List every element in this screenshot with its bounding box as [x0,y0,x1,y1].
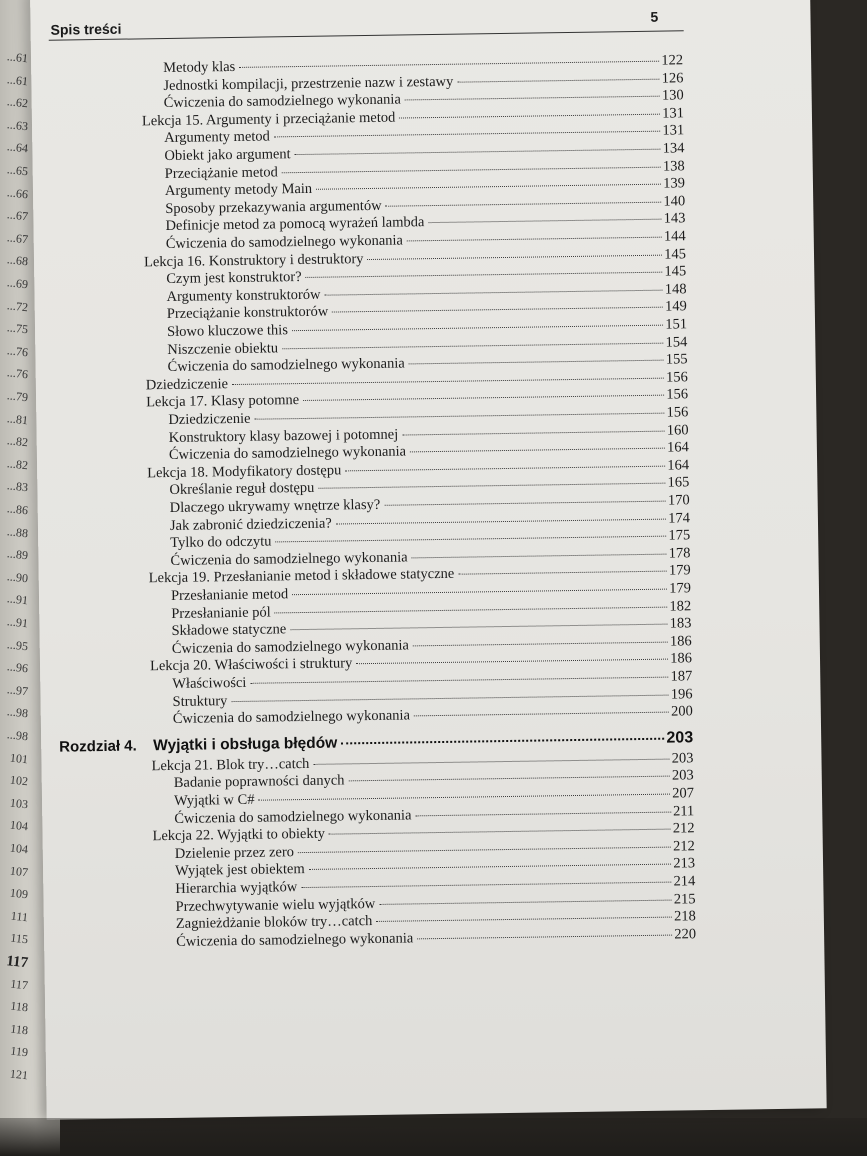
toc-entry-title: Określanie reguł dostępu [169,480,315,499]
toc-entry-page: 164 [667,457,690,474]
dot-leader [336,518,666,524]
dot-leader [239,61,659,68]
toc-entry-title: Jednostki kompilacji, przestrzenie nazw i zestawy [163,73,454,94]
underlying-page-number: ...89 [6,546,29,563]
dot-leader [309,864,672,870]
toc-entry-page: 156 [665,369,688,386]
toc-entry-page: 214 [673,873,696,890]
dot-leader [405,96,660,101]
toc-entry-title: Lekcja 16. Konstruktory i destruktory [143,250,364,270]
toc-entry-page: 155 [665,351,688,368]
dot-leader [274,131,661,138]
toc-entry-title: Sposoby przekazywania argumentów [165,197,382,217]
dot-leader [428,219,661,223]
dot-leader [303,395,664,401]
dot-leader [282,166,661,173]
underlying-page-number: ...64 [6,139,29,156]
dot-leader [376,917,672,922]
dot-leader [231,694,668,701]
dot-leader [345,465,665,471]
dot-leader [295,149,661,155]
toc-entry-title: Lekcja 17. Klasy potomne [146,392,300,411]
underlying-page-number: 117 [9,976,29,992]
toc-entry-page: 151 [665,316,688,333]
toc-entry-title: Konstruktory klasy bazowej i potomnej [168,426,399,446]
toc-entry-title: Lekcja 21. Blok try…catch [151,755,310,775]
underlying-page-number: 102 [9,772,29,789]
dot-leader [318,483,665,489]
toc-entry-page: 138 [662,157,685,175]
dot-leader [413,641,668,646]
toc-entry-page: 207 [672,785,695,802]
toc-entry-page: 122 [661,52,684,69]
toc-entry-title: Dziedziczenie [168,410,251,428]
underlying-page-number: ...98 [6,704,29,721]
underlying-page-number: ...81 [6,410,29,427]
underlying-page-number: 117 [5,953,29,972]
toc-entry-page: 203 [666,729,694,747]
toc-entry-title: Słowo kluczowe this [166,322,289,341]
toc-entry-title: Lekcja 19. Przesłanianie metod i składowe statyczne [148,566,455,587]
toc-entry-page: 156 [666,386,689,403]
dot-leader [386,201,662,206]
toc-entry-page: 144 [663,228,686,245]
underlying-page-number: ...86 [6,501,29,518]
toc-entry-page: 187 [670,668,693,685]
dot-leader [414,712,669,717]
toc-entry-page: 174 [668,509,691,527]
dot-leader [275,606,668,613]
underlying-page-number: ...62 [6,94,29,111]
underlying-page-number: 107 [9,863,29,879]
underlying-page-number: 115 [9,930,29,947]
toc-entry-title: Dziedziczenie [145,375,229,394]
toc-entry-title: Dzielenie przez zero [174,843,295,862]
dot-leader [325,289,663,295]
underlying-page-number: ...72 [6,297,29,314]
toc-entry-title: Zagnieżdżanie bloków try…catch [175,913,373,933]
dot-leader [313,758,669,764]
toc-entry-title: Struktury [172,692,228,710]
toc-entry-title: Niszczenie obiektu [167,339,279,358]
dot-leader [402,430,665,435]
dot-leader [417,934,672,939]
dot-leader [292,589,667,596]
toc-entry-page: 175 [668,527,691,544]
dot-leader [316,184,661,190]
underlying-page-number: 101 [9,750,29,766]
dot-leader [412,553,667,558]
dot-leader [254,413,664,420]
underlying-page-number: 103 [9,795,29,812]
toc-entry-title: Ćwiczenia do samodzielnego wykonania [172,707,411,728]
toc-entry-page: 126 [661,69,684,87]
toc-entry-title: Metody klas [163,58,236,77]
toc-entry-page: 203 [671,767,694,784]
toc-entry-page: 186 [670,650,693,667]
dot-leader [399,113,660,118]
dot-leader [282,342,664,349]
toc-entry-page: 164 [666,439,689,456]
toc-entry-title: Lekcja 20. Właściwości i struktury [149,655,353,675]
chapter-label: Rozdział 4. [59,737,137,756]
toc-entry-page: 183 [669,615,692,632]
dot-leader [332,307,663,313]
underlying-page-number: ...76 [6,343,29,360]
underlying-page-number: ...88 [6,523,29,540]
toc-entry-page: 148 [664,281,687,298]
toc-entry-title: Definicje metod za pomocą wyrażeń lambda [165,214,425,235]
toc-entry-page: 149 [664,298,687,316]
toc-entry-title: Hierarchia wyjątków [175,879,298,897]
dot-leader [290,624,667,631]
toc-entry-title: Wyjątki i obsługa błędów [153,734,338,755]
toc-entry-title: Ćwiczenia do samodzielnego wykonania [170,549,408,569]
toc-entry-title: Przesłanianie pól [171,604,271,622]
toc-entry-title: Lekcja 15. Argumenty i przeciążanie metod [141,109,396,130]
toc-entry-title: Badanie poprawności danych [173,772,345,792]
book-page [30,0,827,1120]
underlying-page-number: ...65 [6,162,29,179]
toc-entry-page: 131 [662,122,685,140]
dot-leader [275,536,666,543]
toc-entry-title: Wyjątki w C# [173,791,255,809]
toc-entry-title: Składowe statyczne [171,621,287,640]
dot-leader [409,360,664,365]
toc-entry-page: 131 [662,105,685,122]
toc-entry-title: Ćwiczenia do samodzielnego wykonania [176,930,414,950]
toc-entry-title: Przechwytywanie wielu wyjątków [175,895,376,915]
underlying-page-number: ...75 [6,320,29,337]
toc-entry-page: 145 [664,263,687,280]
toc-entry-title: Argumenty konstruktorów [166,286,321,305]
toc-entry-title: Ćwiczenia do samodzielnego wykonania [165,232,404,253]
toc-entry-page: 218 [673,908,696,925]
toc-entry-page: 211 [672,802,695,820]
toc-entry-page: 170 [667,492,690,509]
toc-entry-page: 130 [661,87,684,104]
dot-leader [349,776,670,782]
underlying-page-number: 104 [9,817,29,834]
dot-leader [232,377,664,384]
underlying-page-number: ...91 [6,591,29,608]
underlying-page-number: ...69 [6,275,29,292]
dot-leader [341,737,664,744]
page-number: 5 [650,8,659,25]
toc-entry-title: Przeciążanie metod [164,163,278,182]
toc-entry-page: 213 [673,855,696,872]
bottom-shadow [0,1118,867,1156]
toc-entry-page: 212 [672,820,695,837]
toc-entry-page: 203 [671,750,694,767]
toc-entry-page: 134 [662,140,685,157]
dot-leader [458,571,667,575]
toc-entry-title: Lekcja 22. Wyjątki to obiekty [152,825,326,845]
underlying-page-number: ...61 [6,49,29,66]
toc-entry-page: 220 [674,926,697,943]
toc-entry-page: 165 [667,474,690,491]
toc-entry-title: Ćwiczenia do samodzielnego wykonania [171,637,410,657]
toc-entry-page: 186 [669,633,692,650]
underlying-page-number: ...82 [6,433,29,450]
dot-leader [407,237,662,242]
dot-leader [259,794,671,801]
toc-entry-title: Wyjątek jest obiektem [174,861,305,880]
toc-entry-page: 160 [666,421,689,439]
dot-leader [329,829,671,835]
underlying-page-number: 121 [9,1066,29,1083]
dot-leader [379,899,671,904]
underlying-page-number: ...66 [6,184,29,201]
toc-entry-title: Obiekt jako argument [164,146,291,165]
underlying-page-number: 119 [9,1043,29,1060]
dot-leader [384,501,666,506]
toc-entry-title: Ćwiczenia do samodzielnego wykonania [167,355,405,376]
toc-entry-title: Argumenty metody Main [164,181,313,200]
toc-entry-page: 179 [668,562,691,579]
toc-entry-title: Argumenty metod [164,128,270,147]
underlying-page-number: ...79 [6,388,29,405]
toc-entry-title: Ćwiczenia do samodzielnego wykonania [163,91,401,112]
underlying-page-number: ...95 [6,636,29,653]
toc-entry-title: Jak zabronić dziedziczenia? [169,515,332,534]
underlying-page-number: ...67 [6,230,29,247]
toc-entry-title: Tylko do odczytu [170,533,272,552]
toc-entry-page: 215 [673,890,696,908]
underlying-page-number: ...83 [6,478,29,495]
toc-entry-title: Właściwości [172,674,247,692]
toc-entry-title: Ćwiczenia do samodzielnego wykonania [168,443,407,464]
dot-leader [457,78,659,82]
toc-entry-title: Dlaczego ukrywamy wnętrze klasy? [169,496,381,516]
underlying-page-number: ...97 [6,682,29,699]
toc-entry-page: 145 [664,245,687,263]
toc-entry-page: 143 [663,210,686,228]
underlying-page-number: ...68 [6,252,29,269]
toc-entry-page: 156 [666,404,689,421]
toc-entry-page: 196 [670,685,693,703]
underlying-page-number: 118 [9,1021,29,1038]
toc-entry-title: Przesłanianie metod [170,586,289,604]
toc-entry-title: Czym jest konstruktor? [166,269,302,288]
toc-entry-title: Lekcja 18. Modyfikatory dostępu [147,462,342,482]
underlying-page-number: ...61 [6,71,29,88]
underlying-page-number: 109 [9,885,29,902]
toc-entry-page: 139 [663,175,686,192]
underlying-page-number: ...96 [6,659,29,676]
dot-leader [306,272,663,278]
underlying-page-number: 118 [9,998,29,1015]
dot-leader [292,325,663,332]
dot-leader [298,846,671,853]
underlying-page-number: ...90 [6,569,29,586]
dot-leader [250,677,668,684]
toc-entry-page: 200 [670,703,693,720]
toc-entry-page: 179 [669,580,692,597]
toc-entry-page: 140 [663,193,686,210]
dot-leader [367,254,662,259]
underlying-page-number: ...91 [6,614,29,631]
running-header-title: Spis treści [50,20,122,38]
dot-leader [301,882,671,888]
dot-leader [410,448,665,453]
underlying-page-number: ...82 [6,456,29,473]
underlying-page-number: ...63 [6,117,29,134]
dot-leader [356,659,668,665]
toc-entry-title: Ćwiczenia do samodzielnego wykonania [174,807,412,827]
underlying-page-number: ...67 [6,207,29,224]
toc-entry-page: 154 [665,333,688,351]
underlying-page-number: 104 [9,840,29,857]
underlying-page-number: ...76 [6,365,29,382]
toc-entry-page: 212 [672,838,695,855]
toc-entry-title: Przeciążanie konstruktorów [166,304,329,323]
toc-entry-page: 182 [669,597,692,615]
underlying-page-number: ...98 [6,727,29,744]
dot-leader [415,811,671,816]
table-of-contents [30,0,827,1120]
underlying-page-number: 111 [10,908,29,925]
toc-entry-page: 178 [668,545,691,562]
